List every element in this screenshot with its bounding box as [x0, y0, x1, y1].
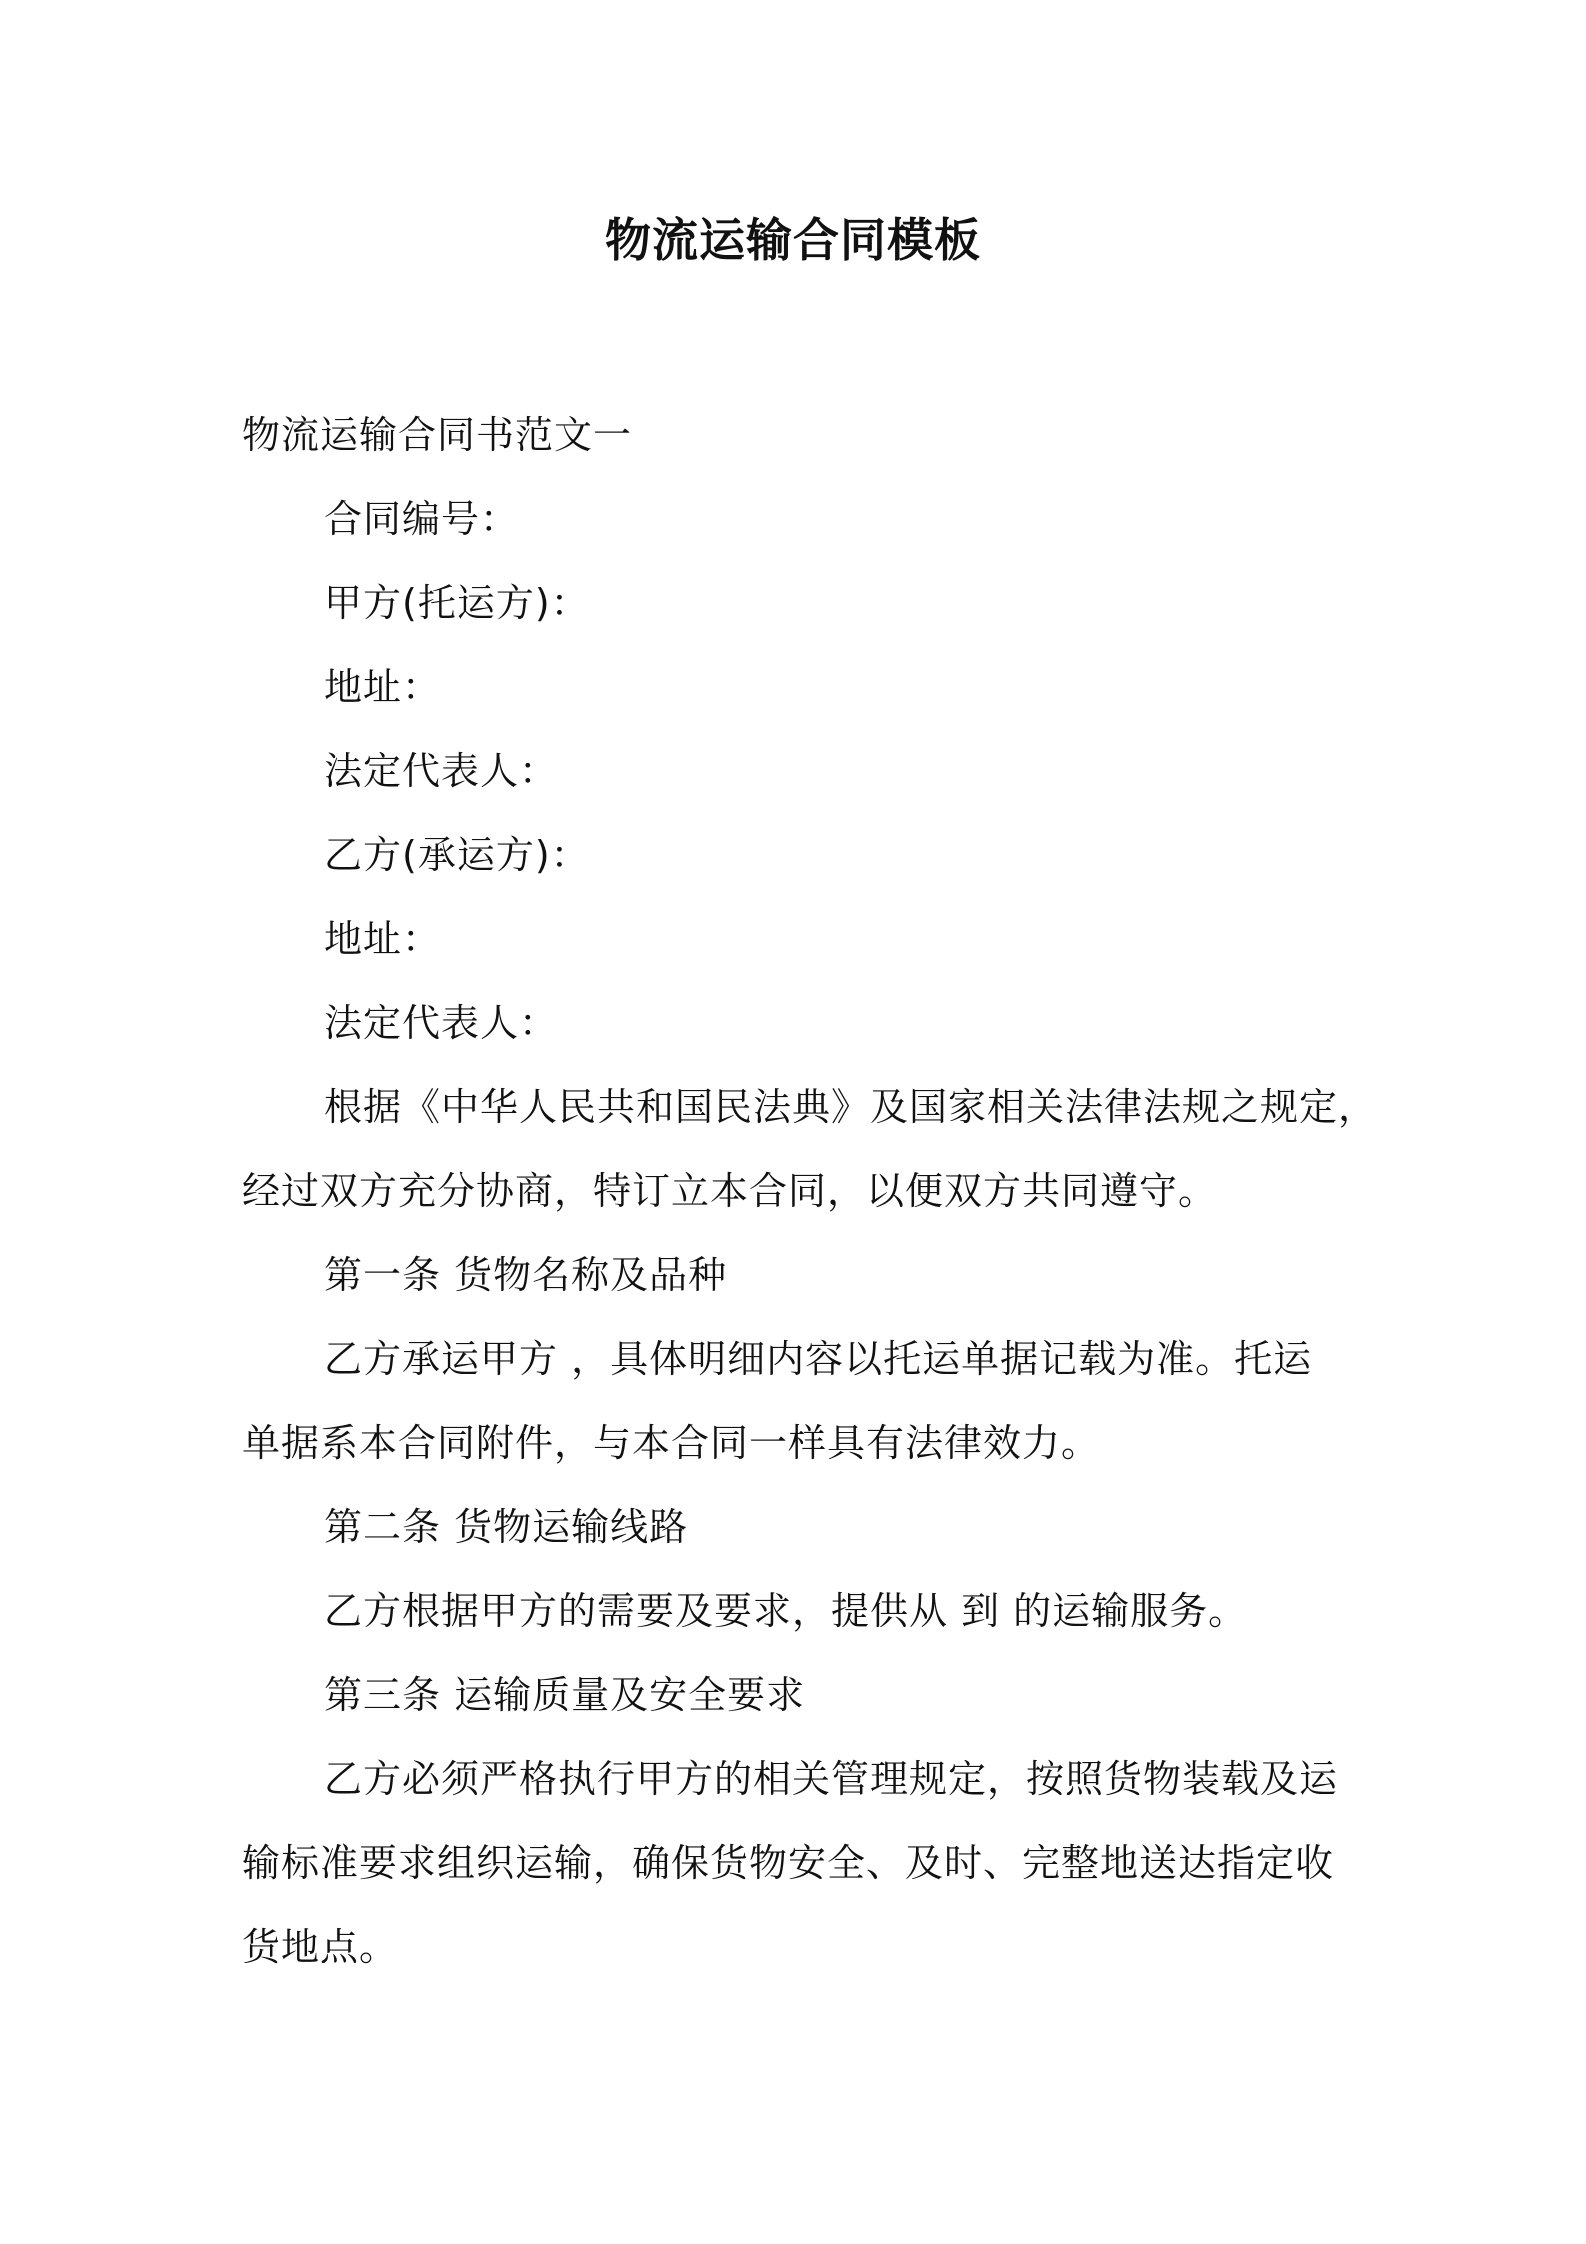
- party-a-address-field: 地址：: [324, 665, 442, 709]
- party-b-address-field: 地址：: [324, 917, 442, 961]
- document-subtitle: 物流运输合同书范文一: [242, 413, 633, 457]
- article-text-line: 单据系本合同附件，与本合同一样具有法律效力。: [242, 1421, 1101, 1465]
- article-text-line: 输标准要求组织运输，确保货物安全、及时、完整地送达指定收: [242, 1841, 1335, 1885]
- article-heading: 第一条 货物名称及品种: [324, 1253, 728, 1297]
- party-b-field: 乙方(承运方)：: [324, 833, 590, 877]
- preamble-line: 根据《中华人民共和国民法典》及国家相关法律法规之规定，: [324, 1085, 1378, 1129]
- article-text-line: 乙方根据甲方的需要及要求，提供从 到 的运输服务。: [324, 1589, 1248, 1633]
- article-text-line: 乙方承运甲方 ，具体明细内容以托运单据记载为准。托运: [324, 1337, 1313, 1381]
- article-heading: 第二条 货物运输线路: [324, 1505, 689, 1549]
- document-title: 物流运输合同模板: [605, 213, 981, 267]
- article-text-line: 货地点。: [242, 1925, 399, 1969]
- party-b-representative-field: 法定代表人：: [324, 1001, 559, 1045]
- party-a-field: 甲方(托运方)：: [324, 581, 590, 625]
- article-heading: 第三条 运输质量及安全要求: [324, 1673, 806, 1717]
- preamble-line: 经过双方充分协商，特订立本合同，以便双方共同遵守。: [242, 1169, 1218, 1213]
- contract-number-field: 合同编号：: [324, 497, 520, 541]
- party-a-representative-field: 法定代表人：: [324, 749, 559, 793]
- article-text-line: 乙方必须严格执行甲方的相关管理规定，按照货物装载及运: [324, 1757, 1339, 1801]
